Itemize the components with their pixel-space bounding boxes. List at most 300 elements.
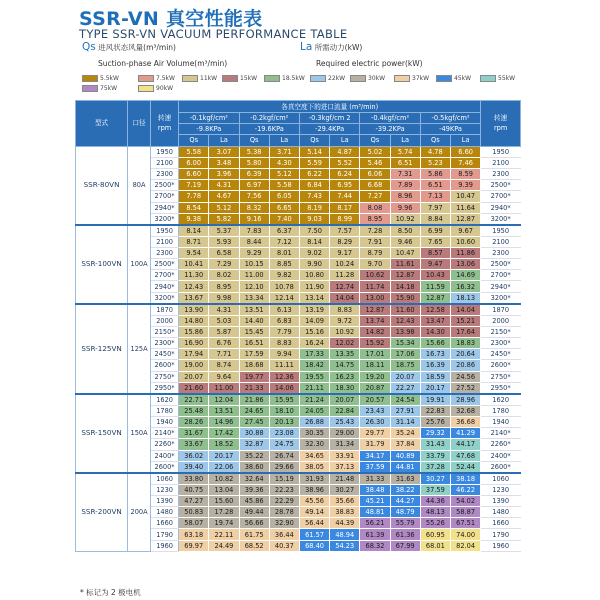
qs-value: 10.80	[299, 270, 329, 281]
power-swatch	[480, 74, 515, 82]
rpm-cell: 2150*	[151, 326, 179, 337]
qs-value: 61.39	[360, 529, 390, 540]
header-cell: La	[390, 135, 420, 146]
header-speed-right	[481, 101, 521, 147]
la-value: 19.74	[209, 518, 239, 529]
qs-value: 8.71	[179, 236, 209, 247]
la-value: 5.52	[330, 157, 360, 168]
qs-value: 15.45	[239, 326, 269, 337]
speed-cn: 转速	[494, 114, 508, 123]
qs-value: 19.91	[420, 394, 450, 406]
la-value: 28.96	[450, 394, 480, 406]
la-value: 41.29	[450, 428, 480, 439]
rpm-cell: 2000	[151, 315, 179, 326]
qs-value: 20.07	[179, 371, 209, 382]
power-swatch	[350, 74, 385, 82]
power-swatch	[436, 74, 471, 82]
power-swatch	[82, 74, 119, 82]
rpm-cell-right: 1940	[481, 416, 521, 427]
qs-value: 40.75	[179, 484, 209, 495]
qs-value: 13.74	[360, 315, 390, 326]
la-value: 7.31	[390, 168, 420, 179]
la-value: 7.57	[330, 225, 360, 237]
la-value: 14.96	[209, 416, 239, 427]
la-value: 12.43	[390, 315, 420, 326]
qs-value: 19.77	[239, 371, 269, 382]
la-value: 9.72	[330, 315, 360, 326]
qs-value: 5.23	[420, 157, 450, 168]
qs-value: 16.51	[239, 338, 269, 349]
la-value: 38.83	[330, 507, 360, 518]
qs-value: 29.32	[420, 428, 450, 439]
qs-value: 7.19	[179, 180, 209, 191]
la-value: 32.90	[269, 518, 299, 529]
la-value: 13.35	[330, 349, 360, 360]
qs-value: 4.78	[420, 146, 450, 157]
qs-value: 17.01	[360, 349, 390, 360]
la-value: 7.89	[390, 180, 420, 191]
la-value: 12.14	[269, 292, 299, 304]
la-value: 18.52	[209, 439, 239, 450]
swatch-label: 55kW	[498, 74, 516, 82]
bore-size: 150A	[128, 394, 151, 473]
la-value: 48.94	[330, 529, 360, 540]
la-value: 11.11	[269, 360, 299, 371]
qs-value: 13.00	[360, 292, 390, 304]
qs-value: 10.43	[420, 270, 450, 281]
rpm-cell: 1060	[151, 473, 179, 485]
la-value: 6.58	[209, 247, 239, 258]
la-value: 8.99	[330, 213, 360, 225]
qs-value: 8.57	[420, 247, 450, 258]
qs-value: 13.47	[420, 315, 450, 326]
la-value: 46.22	[450, 484, 480, 495]
qs-value: 24.05	[299, 405, 329, 416]
la-value: 12.02	[330, 338, 360, 349]
bore-size: 80A	[128, 146, 151, 225]
qs-value: 12.58	[420, 304, 450, 316]
qs-value: 33.67	[179, 439, 209, 450]
rpm-cell-right: 3200*	[481, 213, 521, 225]
la-value: 6.95	[330, 180, 360, 191]
la-value: 67.51	[450, 518, 480, 529]
rpm-cell: 1620	[151, 394, 179, 406]
qs-label-en: Suction-phase Air Volume(m³/min)	[98, 59, 228, 68]
qs-value: 9.90	[299, 259, 329, 270]
la-value: 24.56	[450, 371, 480, 382]
la-value: 6.60	[450, 146, 480, 157]
la-value: 9.39	[450, 180, 480, 191]
page-title: SSR-VN 真空性能表	[79, 8, 263, 30]
la-value: 20.64	[450, 349, 480, 360]
qs-value: 22.83	[420, 405, 450, 416]
qs-value: 16.39	[420, 360, 450, 371]
qs-value: 6.51	[420, 180, 450, 191]
rpm-cell-right: 2600*	[481, 360, 521, 371]
rpm-cell: 2500*	[151, 259, 179, 270]
la-value: 8.59	[450, 168, 480, 179]
qs-value: 48.81	[360, 507, 390, 518]
speed-cn: 转速	[157, 114, 172, 123]
rpm-cell: 3200*	[151, 292, 179, 304]
la-value: 27.91	[390, 405, 420, 416]
la-value: 38.18	[450, 473, 480, 485]
qs-value: 16.73	[420, 349, 450, 360]
rpm-cell: 2260*	[151, 439, 179, 450]
la-value: 6.13	[269, 304, 299, 316]
rpm-cell: 2140*	[151, 428, 179, 439]
rpm-cell-right: 2700*	[481, 270, 521, 281]
qs-value: 6.99	[420, 225, 450, 237]
footnote: * 标记为 2 极电机	[80, 588, 141, 597]
qs-value: 6.60	[179, 168, 209, 179]
rpm-cell-right: 2150*	[481, 326, 521, 337]
rpm-cell: 2750*	[151, 371, 179, 382]
swatch-color	[82, 75, 98, 82]
la-value: 3.71	[269, 146, 299, 157]
qs-value: 15.16	[299, 326, 329, 337]
la-value: 5.93	[209, 236, 239, 247]
la-value: 31.14	[390, 416, 420, 427]
la-value: 44.17	[450, 439, 480, 450]
qs-value: 56.44	[299, 518, 329, 529]
la-value: 20.17	[209, 450, 239, 461]
qs-value: 45.21	[360, 495, 390, 506]
qs-value: 11.00	[239, 270, 269, 281]
la-value: 11.60	[390, 304, 420, 316]
qs-value: 9.38	[179, 213, 209, 225]
la-value: 17.06	[390, 349, 420, 360]
la-value: 6.51	[390, 157, 420, 168]
la-value: 15.19	[269, 473, 299, 485]
la-value: 5.12	[209, 202, 239, 213]
la-value: 4.31	[209, 304, 239, 316]
la-value: 82.04	[450, 540, 480, 551]
la-value: 10.92	[330, 326, 360, 337]
qs-value: 14.09	[299, 315, 329, 326]
qs-value: 13.19	[299, 304, 329, 316]
qs-value: 16.24	[299, 338, 329, 349]
la-value: 17.64	[450, 326, 480, 337]
la-value: 8.17	[330, 202, 360, 213]
swatch-label: 37kW	[412, 74, 430, 82]
rpm-cell-right: 2500*	[481, 180, 521, 191]
qs-value: 22.71	[179, 394, 209, 406]
rpm-cell: 2600*	[151, 461, 179, 473]
la-value: 16.32	[450, 281, 480, 292]
rpm-cell-right: 2000	[481, 315, 521, 326]
qs-value: 38.96	[299, 484, 329, 495]
qs-value: 20.87	[360, 382, 390, 394]
qs-value: 12.10	[239, 281, 269, 292]
performance-table	[75, 100, 521, 552]
la-value: 14.04	[330, 292, 360, 304]
la-value: 24.49	[209, 540, 239, 551]
la-value: 10.47	[390, 247, 420, 258]
qs-value: 32.64	[239, 473, 269, 485]
header-cell: Qs	[360, 135, 390, 146]
qs-value: 21.60	[179, 382, 209, 394]
rpm-cell-right: 2940*	[481, 202, 521, 213]
la-value: 9.17	[330, 247, 360, 258]
la-value: 13.98	[390, 326, 420, 337]
table-row	[76, 473, 521, 485]
la-value: 16.23	[330, 371, 360, 382]
la-value: 14.75	[330, 360, 360, 371]
rpm-cell-right: 2100	[481, 236, 521, 247]
qs-value: 37.59	[360, 461, 390, 473]
la-value: 12.04	[209, 394, 239, 406]
qs-value: 11.59	[420, 281, 450, 292]
qs-value: 6.68	[360, 180, 390, 191]
qs-value: 10.62	[360, 270, 390, 281]
la-value: 22.06	[209, 461, 239, 473]
la-value: 14.18	[390, 281, 420, 292]
qs-value: 7.78	[179, 191, 209, 202]
la-value: 74.00	[450, 529, 480, 540]
qs-value: 60.95	[420, 529, 450, 540]
qs-value: 25.48	[179, 405, 209, 416]
qs-value: 30.35	[299, 428, 329, 439]
rpm-cell: 1480	[151, 507, 179, 518]
la-value: 3.96	[209, 168, 239, 179]
la-value: 22.84	[330, 405, 360, 416]
header-cell: La	[269, 135, 299, 146]
rpm-cell: 1660	[151, 518, 179, 529]
la-value: 28.78	[269, 507, 299, 518]
qs-value: 44.36	[420, 495, 450, 506]
rpm-cell-right: 1870	[481, 304, 521, 316]
la-value: 15.60	[209, 495, 239, 506]
qs-value: 31.67	[179, 428, 209, 439]
qs-value: 9.16	[239, 213, 269, 225]
swatch-color	[264, 75, 280, 82]
rpm-cell: 2300	[151, 168, 179, 179]
qs-value: 31.43	[420, 439, 450, 450]
la-value: 9.96	[390, 202, 420, 213]
qs-value: 25.76	[420, 416, 450, 427]
qs-value: 9.02	[299, 247, 329, 258]
la-value: 8.50	[390, 225, 420, 237]
la-value: 9.94	[269, 349, 299, 360]
rpm-cell-right: 2500*	[481, 259, 521, 270]
la-value: 9.67	[450, 225, 480, 237]
swatch-label: 22kW	[328, 74, 346, 82]
la-value: 10.78	[269, 281, 299, 292]
la-value: 22.23	[269, 484, 299, 495]
bore-size: 100A	[128, 225, 151, 304]
qs-value: 21.86	[239, 394, 269, 406]
qs-value: 21.24	[299, 394, 329, 406]
rpm-cell-right: 2140*	[481, 428, 521, 439]
rpm-cell: 2300	[151, 247, 179, 258]
header-cell: -49KPa	[420, 124, 481, 135]
la-value: 5.74	[390, 146, 420, 157]
la-value: 7.29	[209, 259, 239, 270]
la-value: 47.68	[450, 450, 480, 461]
rpm-cell-right: 1390	[481, 495, 521, 506]
la-value: 24.54	[390, 394, 420, 406]
la-value: 13.51	[209, 405, 239, 416]
la-label: 所需动力(kW)	[314, 43, 363, 52]
model-name: SSR-100VN	[76, 225, 128, 304]
qs-value: 32.87	[239, 439, 269, 450]
qs-value: 7.50	[299, 225, 329, 237]
qs-value: 11.74	[360, 281, 390, 292]
qs-value: 5.38	[239, 146, 269, 157]
la-value: 17.42	[209, 428, 239, 439]
la-value: 6.83	[269, 315, 299, 326]
la-value: 22.27	[390, 382, 420, 394]
la-value: 5.03	[209, 315, 239, 326]
header-cell: -0.2kgf/cm²	[239, 113, 299, 124]
header-cell: -0.3kgf/cm 2	[299, 113, 359, 124]
qs-legend	[82, 42, 176, 53]
qs-value: 24.65	[239, 405, 269, 416]
qs-value: 56.21	[360, 518, 390, 529]
la-value: 7.12	[269, 236, 299, 247]
la-value: 15.34	[390, 338, 420, 349]
header-cell: -19.6KPa	[239, 124, 299, 135]
la-value: 38.22	[390, 484, 420, 495]
la-value: 40.37	[269, 540, 299, 551]
la-value: 20.86	[450, 360, 480, 371]
swatch-label: 90kW	[156, 84, 174, 92]
rpm-cell: 3200*	[151, 213, 179, 225]
qs-value: 11.30	[179, 270, 209, 281]
qs-value: 26.30	[360, 416, 390, 427]
la-value: 54.23	[330, 540, 360, 551]
qs-value: 18.59	[420, 371, 450, 382]
la-value: 44.27	[390, 495, 420, 506]
swatch-label: 18.5kW	[282, 74, 305, 82]
la-value: 17.28	[209, 507, 239, 518]
rpm-cell: 1940	[151, 416, 179, 427]
la-value: 8.83	[330, 304, 360, 316]
la-value: 7.71	[209, 349, 239, 360]
rpm-cell-right: 2450*	[481, 349, 521, 360]
qs-value: 20.17	[420, 382, 450, 394]
qs-value: 5.14	[299, 146, 329, 157]
la-value: 35.66	[330, 495, 360, 506]
qs-value: 38.48	[360, 484, 390, 495]
la-value: 5.87	[209, 326, 239, 337]
power-swatch	[222, 74, 257, 82]
qs-value: 14.40	[239, 315, 269, 326]
qs-value: 8.08	[360, 202, 390, 213]
la-value: 3.07	[209, 146, 239, 157]
rpm-cell-right: 1480	[481, 507, 521, 518]
qs-value: 27.45	[239, 416, 269, 427]
la-value: 5.82	[209, 213, 239, 225]
qs-value: 13.90	[179, 304, 209, 316]
qs-value: 19.20	[360, 371, 390, 382]
qs-value: 39.40	[179, 461, 209, 473]
header-cell: 型式	[76, 101, 128, 147]
qs-value: 58.07	[179, 518, 209, 529]
la-value: 20.07	[330, 394, 360, 406]
la-value: 10.92	[390, 213, 420, 225]
la-value: 11.86	[450, 247, 480, 258]
la-value: 55.79	[390, 518, 420, 529]
la-symbol: La	[300, 41, 313, 53]
la-value: 8.02	[209, 270, 239, 281]
model-name: SSR-150VN	[76, 394, 128, 473]
table-row	[76, 304, 521, 316]
qs-value: 68.01	[420, 540, 450, 551]
la-value: 8.96	[390, 191, 420, 202]
la-value: 23.08	[269, 428, 299, 439]
qs-value: 56.66	[239, 518, 269, 529]
qs-value: 17.33	[299, 349, 329, 360]
la-value: 9.46	[390, 236, 420, 247]
qs-value: 18.68	[239, 360, 269, 371]
power-swatch	[138, 74, 175, 82]
qs-value: 5.46	[360, 157, 390, 168]
qs-value: 15.92	[360, 338, 390, 349]
rpm-cell: 2700*	[151, 191, 179, 202]
la-value: 21.48	[330, 473, 360, 485]
qs-value: 45.56	[299, 495, 329, 506]
rpm-cell: 2940*	[151, 281, 179, 292]
qs-value: 55.26	[420, 518, 450, 529]
rpm-cell-right: 2700*	[481, 191, 521, 202]
la-value: 10.82	[209, 473, 239, 485]
qs-value: 8.84	[420, 213, 450, 225]
la-value: 44.39	[330, 518, 360, 529]
swatch-label: 7.5kW	[156, 74, 175, 82]
la-value: 14.04	[450, 304, 480, 316]
header-speed	[151, 101, 179, 147]
qs-value: 19.00	[179, 360, 209, 371]
la-value: 48.79	[390, 507, 420, 518]
rpm-cell-right: 1620	[481, 394, 521, 406]
header-cell: Qs	[239, 135, 269, 146]
model-name: SSR-80VN	[76, 146, 128, 225]
la-value: 20.13	[269, 416, 299, 427]
header-cell: La	[330, 135, 360, 146]
qs-value: 21.33	[239, 382, 269, 394]
swatch-color	[138, 85, 154, 92]
qs-value: 8.14	[179, 225, 209, 237]
qs-value: 8.44	[239, 236, 269, 247]
la-value: 61.36	[390, 529, 420, 540]
qs-value: 7.91	[360, 236, 390, 247]
la-value: 8.83	[269, 338, 299, 349]
qs-value: 6.97	[239, 180, 269, 191]
la-value: 29.66	[269, 461, 299, 473]
swatch-label: 75kW	[100, 84, 118, 92]
qs-value: 6.39	[239, 168, 269, 179]
la-value: 7.40	[269, 213, 299, 225]
la-value: 6.65	[269, 202, 299, 213]
la-value: 58.87	[450, 507, 480, 518]
la-value: 12.74	[330, 281, 360, 292]
la-value: 36.68	[450, 416, 480, 427]
la-legend	[300, 42, 362, 53]
qs-value: 7.28	[360, 225, 390, 237]
header-cell: -0.5kgf/cm²	[420, 113, 481, 124]
qs-value: 8.95	[360, 213, 390, 225]
la-value: 20.07	[390, 371, 420, 382]
la-value: 7.44	[330, 191, 360, 202]
qs-value: 32.30	[299, 439, 329, 450]
la-value: 8.74	[209, 360, 239, 371]
la-value: 30.27	[330, 484, 360, 495]
rpm-cell-right: 2600*	[481, 461, 521, 473]
la-value: 25.43	[330, 416, 360, 427]
rpm-cell-right: 2300*	[481, 338, 521, 349]
